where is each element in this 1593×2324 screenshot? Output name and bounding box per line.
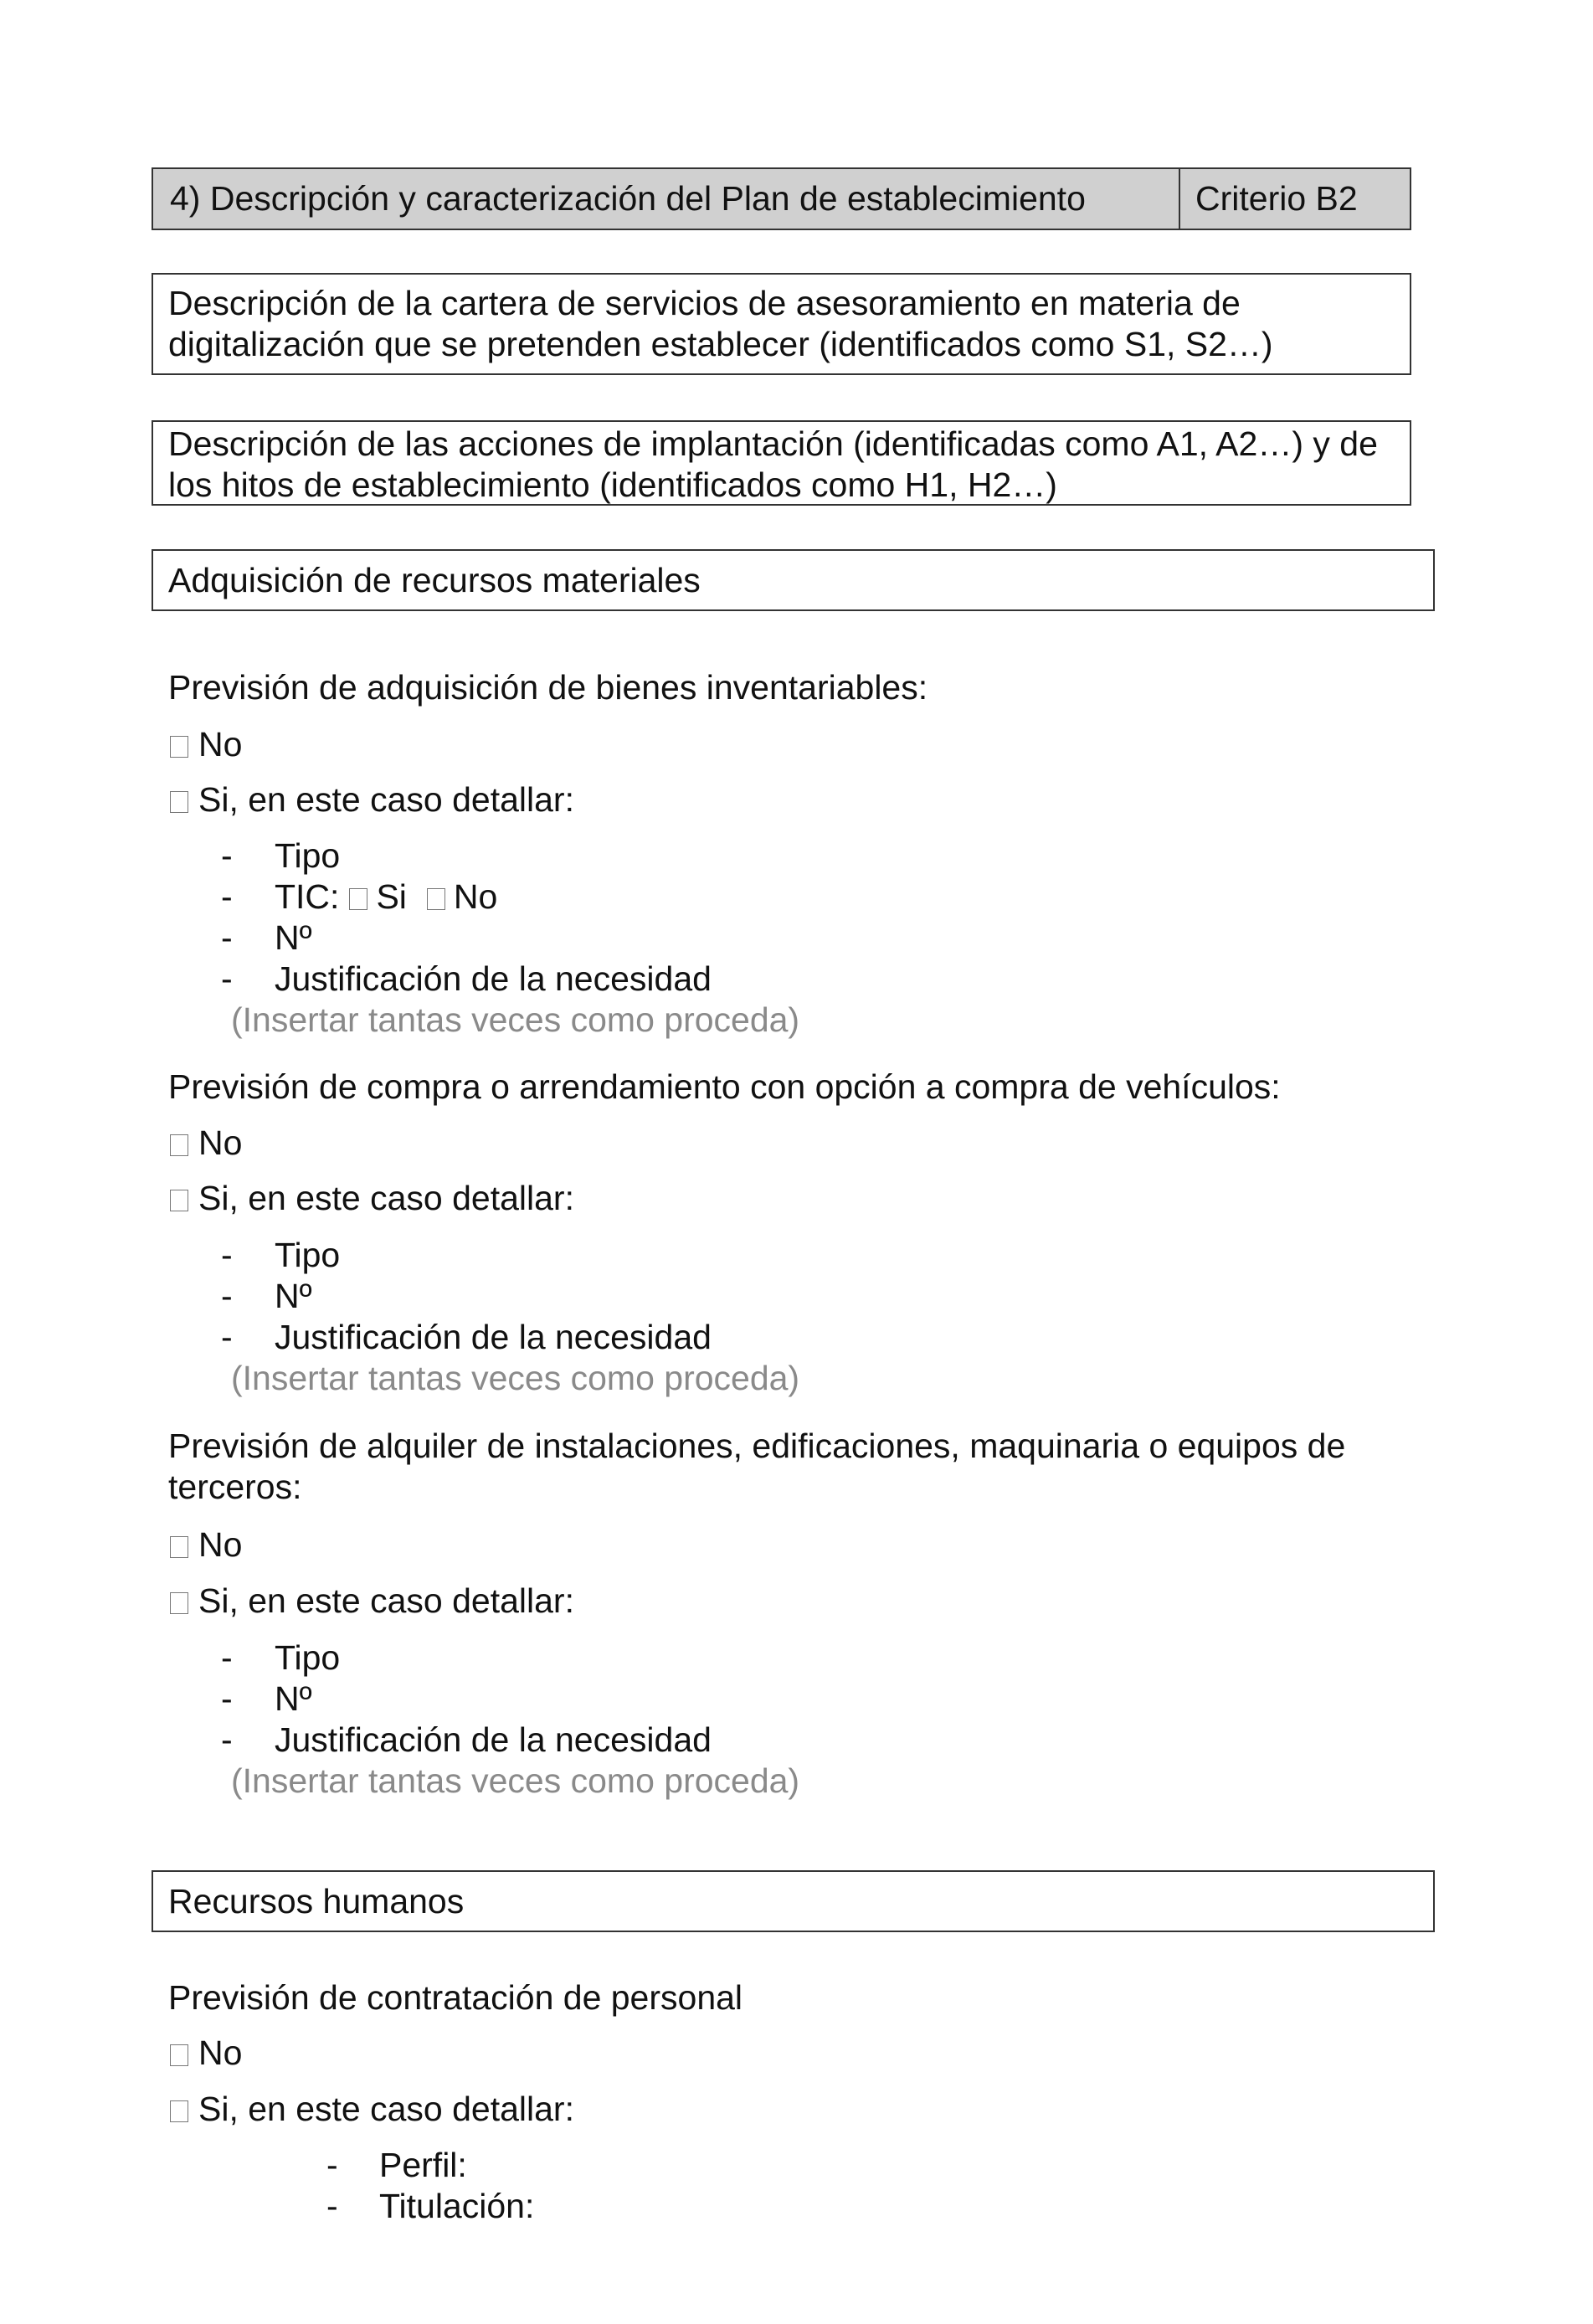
option-label: Si, en este caso detallar: <box>198 1179 574 1217</box>
list-item: Tipo <box>275 836 341 875</box>
criterion-label: Criterio B2 <box>1195 179 1358 218</box>
insert-note: (Insertar tantas veces como proceda) <box>231 1000 800 1039</box>
sec4-option-no[interactable] <box>170 2033 242 2074</box>
sec2-option-no[interactable] <box>170 1123 242 1164</box>
tic-si-label: Si <box>376 877 407 916</box>
list-item-tic <box>275 877 497 918</box>
checkbox-icon[interactable] <box>170 2044 188 2066</box>
list-item: Tipo <box>275 1638 341 1677</box>
option-label: No <box>198 1123 243 1162</box>
section-header-table <box>152 167 1411 230</box>
tic-label: TIC: <box>275 877 340 916</box>
list-item: Perfil: <box>379 2146 467 2184</box>
list-dash: - <box>221 1277 233 1315</box>
sec4-option-si[interactable] <box>170 2089 574 2130</box>
insert-note: (Insertar tantas veces como proceda) <box>231 1761 800 1800</box>
list-item: Justificación de la necesidad <box>275 1720 712 1759</box>
material-resources-box: Adquisición de recursos materiales <box>152 549 1435 611</box>
list-item: Nº <box>275 1679 312 1718</box>
sec3-title: Previsión de alquiler de instalaciones, edificaciones, maquinaria o equipos de terceros: <box>168 1427 1346 1506</box>
sec4-title: Previsión de contratación de personal <box>168 1978 743 2017</box>
list-dash: - <box>221 918 233 957</box>
checkbox-icon[interactable] <box>170 1536 188 1558</box>
option-label: No <box>198 1525 243 1564</box>
list-item: Titulación: <box>379 2187 535 2225</box>
list-dash: - <box>221 1318 233 1356</box>
list-dash: - <box>326 2146 338 2184</box>
human-resources-box: Recursos humanos <box>152 1870 1435 1932</box>
list-dash: - <box>221 877 233 916</box>
option-label: Si, en este caso detallar: <box>198 780 574 819</box>
checkbox-icon[interactable] <box>427 888 445 910</box>
list-item: Tipo <box>275 1236 341 1274</box>
list-dash: - <box>221 836 233 875</box>
checkbox-icon[interactable] <box>170 1592 188 1614</box>
sec1-title: Previsión de adquisición de bienes inventariables: <box>168 668 928 707</box>
sec2-option-si[interactable] <box>170 1178 574 1219</box>
sec1-option-si[interactable] <box>170 779 574 820</box>
list-dash: - <box>221 959 233 998</box>
actions-description-box: Descripción de las acciones de implantación (identificadas como A1, A2…) y de los hitos de establecimiento (identificados como H1, H2…) <box>152 420 1411 506</box>
list-dash: - <box>221 1720 233 1759</box>
checkbox-icon[interactable] <box>170 1134 188 1156</box>
services-description-box: Descripción de la cartera de servicios de asesoramiento en materia de digitalización que se pretenden establecer (identificados como S1, S2…) <box>152 273 1411 375</box>
list-dash: - <box>221 1236 233 1274</box>
checkbox-icon[interactable] <box>170 736 188 758</box>
tic-no-label: No <box>453 877 498 916</box>
list-dash: - <box>221 1638 233 1677</box>
list-item: Justificación de la necesidad <box>275 1318 712 1356</box>
checkbox-icon[interactable] <box>170 791 188 813</box>
sec2-title: Previsión de compra o arrendamiento con opción a compra de vehículos: <box>168 1067 1281 1106</box>
list-dash: - <box>221 1679 233 1718</box>
sec1-option-no[interactable] <box>170 724 242 765</box>
insert-note: (Insertar tantas veces como proceda) <box>231 1359 800 1397</box>
list-item: Nº <box>275 918 312 957</box>
checkbox-icon[interactable] <box>349 888 367 910</box>
sec3-option-no[interactable] <box>170 1524 242 1566</box>
list-item: Justificación de la necesidad <box>275 959 712 998</box>
option-label: No <box>198 725 243 764</box>
checkbox-icon[interactable] <box>170 2100 188 2122</box>
list-dash: - <box>326 2187 338 2225</box>
option-label: No <box>198 2034 243 2072</box>
list-item: Nº <box>275 1277 312 1315</box>
sec3-option-si[interactable] <box>170 1581 574 1622</box>
checkbox-icon[interactable] <box>170 1190 188 1211</box>
section-header-title: 4) Descripción y caracterización del Plan de establecimiento <box>153 169 1180 229</box>
option-label: Si, en este caso detallar: <box>198 1581 574 1620</box>
option-label: Si, en este caso detallar: <box>198 2090 574 2128</box>
